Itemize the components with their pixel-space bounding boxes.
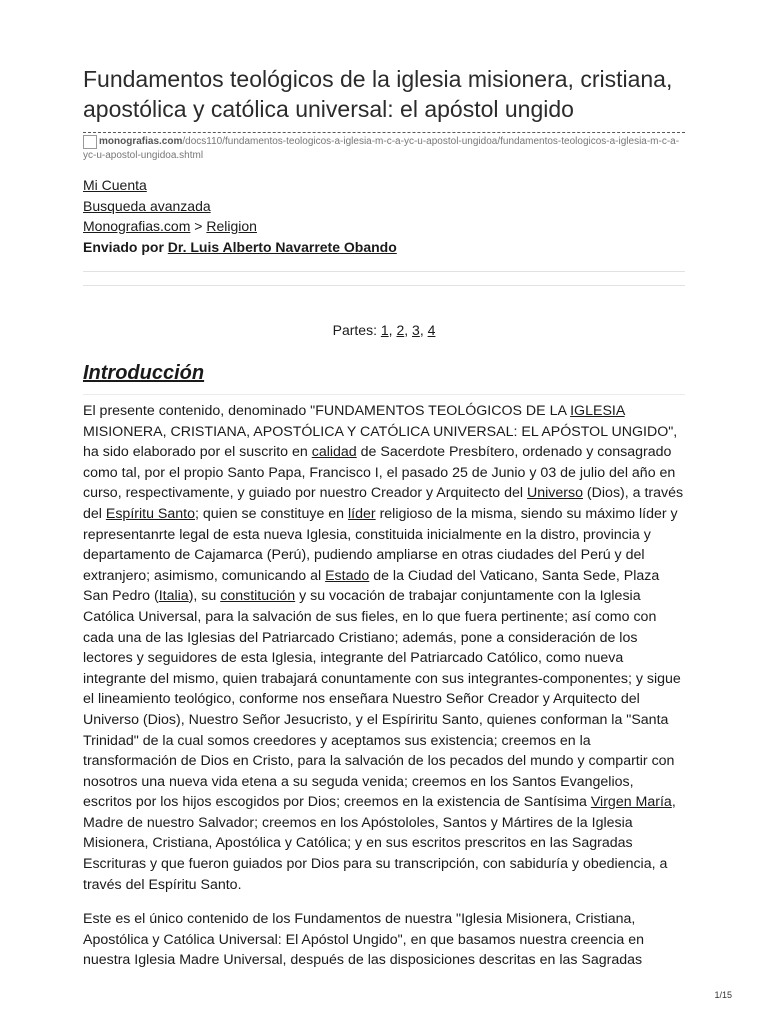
text: de la Ciudad del Vaticano, Santa Sede, Plaza San Pedro (	[83, 567, 660, 605]
document-title: Fundamentos teológicos de la iglesia misionera, cristiana, apostólica y católica universal: el apóstol ungido	[83, 66, 673, 122]
parts-label: Partes:	[332, 322, 381, 338]
source-path: /docs110/fundamentos-teologicos-a-iglesia-m-c-a-yc-u-apostol-ungidoa/fundamentos-teologicos-a-iglesia-m-c-a-yc-u-apostol-ungidoa.shtml	[83, 136, 680, 161]
divider	[83, 394, 685, 395]
divider	[83, 285, 685, 286]
part-link-4[interactable]: 4	[427, 322, 436, 338]
link-calidad[interactable]: calidad	[311, 444, 357, 461]
separator: ,	[404, 322, 413, 338]
document-page	[83, 64, 685, 971]
text: religioso de la misma, siendo su máximo líder y representanrte legal de esta nueva Iglesia, constituida inicialmente en la distro, provincia y departamento de Cajamarca (Perú), pudiendo ampliarse en otras ciudades del Perú y del extranjero; asimismo, comunicando al	[83, 505, 678, 584]
paragraph-intro	[83, 401, 685, 895]
paragraph-fundamentos: Este es el único contenido de los Fundamentos de nuestra "Iglesia Misionera, Cristiana, Apostólica y Católica Universal: El Apóstol Ungido", en que basamos nuestra creencia en nuestra Iglesia Madre Universal, después de las disposiciones descritas en las Sagradas	[83, 911, 645, 969]
part-link-1[interactable]: 1	[380, 322, 389, 338]
text: y su vocación de trabajar conjuntamente con la Iglesia Católica Universal, para la salvación de sus fieles, en lo que fuera pertinente; así como con cada una de las Iglesias del Patriarcado Cristiano; además, pone a consideración de los lectores y seguidores de esta Iglesia, integrante del Patriarcado Católico, como nueva integrante del mismo, quien trabajará conuntamente con sus integrantes-componentes; y sigue el lineamiento teológico, conforme nos enseñara Nuestro Señor Creador y Arquitecto del Universo (Dios), Nuestro Señor Jesucristo, y el Espíriritu Santo, quienes conforman la "Santa Trinidad" de la cual somos creedores y aceptamos sus existencia; creemos en la transformación de Dios en Cristo, para la salvación de los pecados del mundo y compartir con nosotros una nueva vida etena a su seguda venida; creemos en los Santos Evangelios, escritos por los hijos escogidos por Dios; creemos en la existencia de Santísima	[83, 588, 681, 811]
separator: ,	[388, 322, 397, 338]
nav-links	[83, 175, 685, 257]
dashed-divider	[83, 132, 685, 133]
link-constitucion[interactable]: constitución	[220, 588, 296, 605]
breadcrumb-separator: >	[190, 218, 207, 234]
text: ; quien se constituye en	[195, 505, 349, 522]
text: ), su	[188, 588, 221, 605]
mi-cuenta-link[interactable]: Mi Cuenta	[83, 177, 147, 193]
section-heading: Introducción	[83, 362, 205, 384]
text: El presente contenido, denominado "FUNDAMENTOS TEOLÓGICOS DE LA	[83, 403, 571, 419]
parts-nav	[83, 320, 685, 340]
author-line	[83, 237, 685, 258]
favicon-icon	[83, 135, 97, 149]
text: (Dios), a través del	[83, 485, 684, 522]
link-virgen-maria[interactable]: Virgen María	[590, 794, 672, 811]
page-number: 1/15	[714, 990, 732, 1000]
text: MISIONERA, CRISTIANA, APOSTÓLICA Y CATÓLICA UNIVERSAL: EL APÓSTOL UNGIDO", ha sido elaborado por el suscrito en	[83, 423, 678, 461]
divider	[83, 271, 685, 272]
link-estado[interactable]: Estado	[325, 567, 370, 584]
breadcrumb-site-link[interactable]: Monografias.com	[83, 218, 191, 234]
link-iglesia[interactable]: IGLESIA	[570, 403, 625, 419]
text: , Madre de nuestro Salvador; creemos en los Apóstololes, Santos y Mártires de la Iglesia Misionera, Cristiana, Apostólica y Católica; y en sus escritos prescritos en las Sagradas Escrituras y que fueron guiados por Dios para su transcripción, con sabiduría y obediencia, a través del Espíritu Santo.	[83, 794, 676, 893]
text: de Sacerdote Presbítero, ordenado y consagrado como tal, por el propio Santo Papa, Francisco I, el pasado 25 de Junio y 03 de julio del año en curso, respectivamente, y guiado por nuestro Creador y Arquitecto del	[83, 444, 676, 502]
breadcrumb	[83, 216, 685, 237]
author-link[interactable]: Dr. Luis Alberto Navarrete Obando	[167, 238, 397, 255]
breadcrumb-category-link[interactable]: Religion	[206, 218, 257, 234]
source-domain: monografias.com	[99, 136, 183, 147]
part-link-3[interactable]: 3	[412, 322, 420, 338]
link-italia[interactable]: Italia	[158, 588, 189, 605]
part-link-2[interactable]: 2	[396, 322, 405, 338]
link-lider[interactable]: líder	[348, 505, 376, 522]
separator: ,	[419, 322, 428, 338]
busqueda-avanzada-link[interactable]: Busqueda avanzada	[83, 197, 211, 214]
source-url[interactable]	[83, 135, 685, 163]
author-label: Enviado por	[83, 238, 168, 255]
link-espiritu-santo[interactable]: Espíritu Santo	[105, 505, 195, 522]
link-universo[interactable]: Universo	[527, 485, 583, 502]
